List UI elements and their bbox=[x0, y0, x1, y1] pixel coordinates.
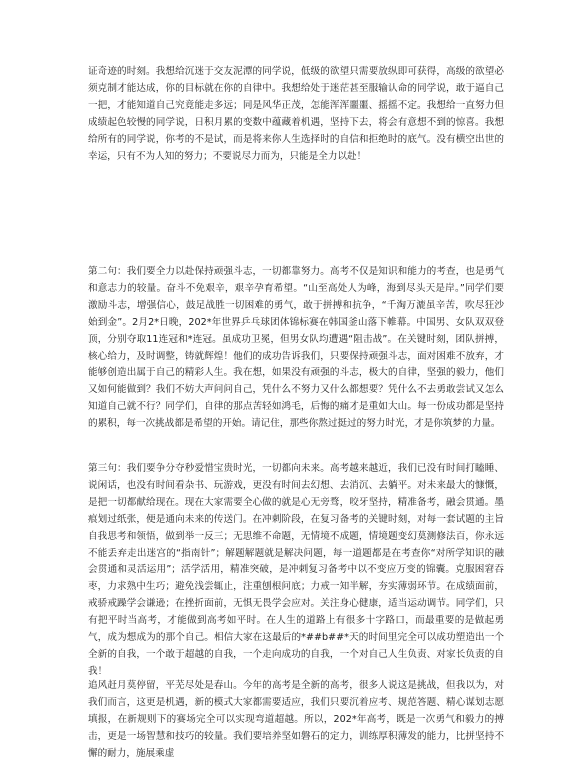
paragraph-text: 第三句：我们要争分夺秒爱惜宝贵时光，一切都向未来。高考越来越近，我们已没有时间打瞌睡、说闲话，也没有时间看杂书、玩游戏，更没有时间去幻想、去消沉、去躺平。对未来最大的慷慨，是把一切都献给现在。现在大家需要全心做的就是心无旁骛，咬牙坚持，精准备考，融会贯通。墨痕划过纸张，便是通向未来的传送门。在冲刺阶段，在复习备考的关键时刻，对每一套试题的主旨自我思考和领悟，做到举一反三；无思维不命题，无情境不成题，情境题变幻莫测修法百，你永远不能丢弃走出迷宫的“指南针”；解题解题就是解决问题，每一道题都是在考查你“对所学知识的融会贯通和灵活运用”；活学活用，精准突破，是冲刺复习备考中以不变应万变的锦囊。克服困窘吞枣，力求熟中生巧；避免浅尝辄止，注重刨根问底；力戒一知半解，夯实薄弱环节。在成绩面前，戒骄戒躁学会谦逊；在挫折面前，无惧无畏学会应对。关注身心健康，适当运动调节。同学们，只有把平时当高考，才能做到高考如平时。在人生的道路上有很多十字路口，而最重要的是做起勇气，成为想成为的那个自己。相信大家在这最后的*##b##*天的时间里完全可以成功塑造出一个全新的自我，一个敢于超越的自我，一个走向成功的自我，一个对自己人生负责、对家长负责的自我！ bbox=[88, 463, 504, 677]
paragraph-text: 第二句：我们要全力以赴保持顽强斗志，一切都靠努力。高考不仅是知识和能力的考查，也是勇气和意志力的较量。奋斗不免艰辛，艰辛孕育希望。“山至高处人为峰，海到尽头天是岸。”同学们要激励斗志，增强信心，鼓足战胜一切困难的勇气，敢于拼搏和抗争，“千淘万漉虽辛苦，吹尽狂沙始到金”。2月2*日晚，202*年世界乒乓球团体锦标赛在韩国釜山落下帷幕。中国男、女队双双登顶，分别夺取11连冠和*连冠。虽成功卫冕，但男女队均遭遇“阻击战”。在关键时刻，团队拼搏，核心给力，及时调整，铸就辉煌！他们的成功告诉我们，只要保持顽强斗志，面对困难不放弃，才能够创造出属于自己的精彩人生。我在想，如果没有顽强的斗志，极大的自律，坚强的毅力，他们又如何能做到？我们不妨大声问问自己，凭什么不努力又什么都想要？凭什么不去勇敢尝试又怎么知道自己就不行？同学们，自律的那点苦轻如鸿毛，后悔的痛才是重如大山。每一份成功都是坚持的累积，每一次挑战都是希望的开始。请记住，那些你熬过挺过的努力时光，才是你筑梦的力量。 bbox=[88, 266, 504, 430]
paragraph-text: 证奇迹的时刻。我想给沉迷于交友泥潭的同学说，低级的欲望只需要放纵即可获得，高级的欲望必须克制才能达成，你的目标就在你的自律中。我想给处于迷茫甚至服输认命的同学说，敢于逼自己一把，才能知道自己究竟能走多远；同是风华正茂，怎能浑浑噩噩、摇摇不定。我想给一直努力但成绩起色较慢的同学说，日积月累的变数中蕴藏着机遇，坚持下去，将会有意想不到的惊喜。我想给所有的同学说，你考的不是试，而是将来你人生选择时的自信和拒绝时的底气。没有横空出世的幸运，只有不为人知的努力；不要说尽力而为，只能是全力以赴！ bbox=[88, 66, 504, 162]
paragraph-second-point bbox=[88, 264, 504, 433]
paragraph-conclusion bbox=[88, 678, 504, 763]
paragraph-text: 追风赶月莫停留，平芜尽处是春山。今年的高考是全新的高考，很多人说这是挑战，但我以为，对我们而言，这更是机遇，新的模式大家都需要适应，我们只要沉着应考、规范答题、精心谋划志愿填报，在新规则下的赛场完全可以实现弯道超越。所以，202*年高考，既是一次勇气和毅力的搏击，更是一场智慧和技巧的较量。我们要培养坚如磐石的定力，训练厚积薄发的能力，比拼坚持不懈的耐力，施展乘虚 bbox=[88, 680, 504, 759]
paragraph-third-point bbox=[88, 461, 504, 681]
paragraph-closing-wishes bbox=[88, 64, 504, 165]
